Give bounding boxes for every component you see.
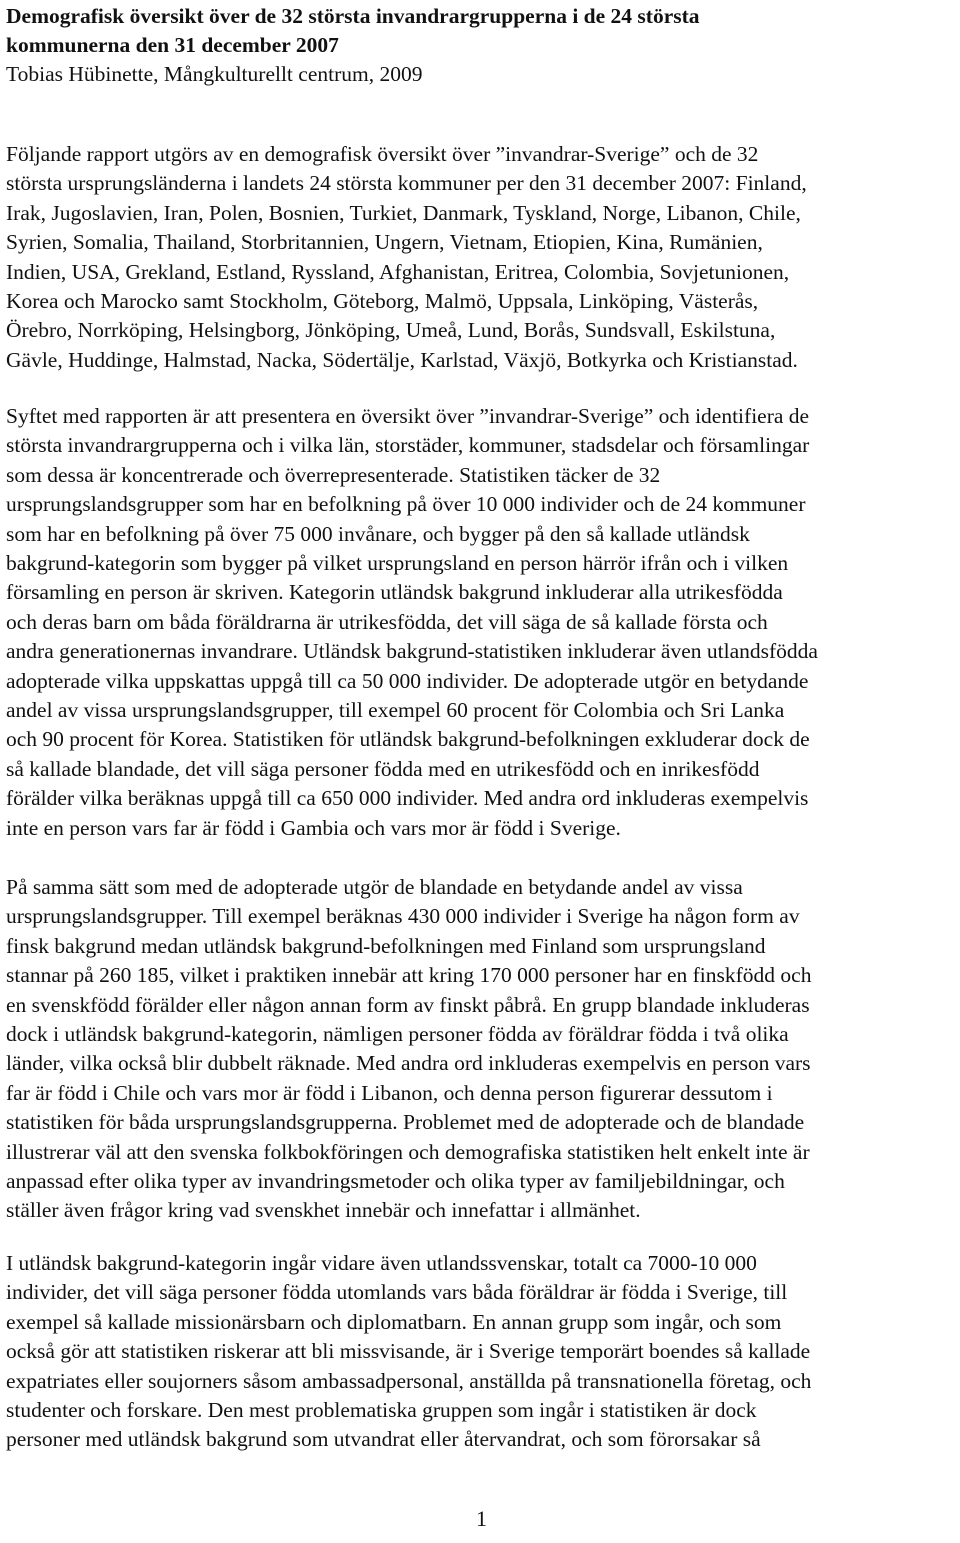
text-line: ursprungslandsgrupper. Till exempel beräknas 430 000 individer i Sverige ha någon form av <box>6 904 800 929</box>
text-line: Indien, USA, Grekland, Estland, Ryssland, Afghanistan, Eritrea, Colombia, Sovjetunionen, <box>6 259 790 284</box>
text-line: dock i utländsk bakgrund-kategorin, nämligen personer födda av föräldrar födda i två olika <box>6 1022 789 1047</box>
text-line: största ursprungsländerna i landets 24 största kommuner per den 31 december 2007: Finland, <box>6 171 807 196</box>
text-line: illustrerar väl att den svenska folkbokföringen och demografiska statistiken helt enkelt inte är <box>6 1139 810 1164</box>
text-line: och 90 procent för Korea. Statistiken för utländsk bakgrund-befolkningen exkluderar dock de <box>6 727 810 752</box>
paragraph-purpose <box>6 402 818 843</box>
text-line: ställer även frågor kring vad svenskhet innebär och innefattar i allmänhet. <box>6 1198 641 1223</box>
text-line: bakgrund-kategorin som bygger på vilket ursprungsland en person härrör ifrån och i vilken <box>6 551 789 576</box>
paragraph-swedes-abroad <box>6 1249 811 1455</box>
title-line: kommunerna den 31 december 2007 <box>6 33 339 57</box>
text-line: Örebro, Norrköping, Helsingborg, Jönköping, Umeå, Lund, Borås, Sundsvall, Eskilstuna, <box>6 318 776 343</box>
paragraph-introduction <box>6 140 807 375</box>
text-line: Korea och Marocko samt Stockholm, Göteborg, Malmö, Uppsala, Linköping, Västerås, <box>6 289 759 314</box>
text-line: I utländsk bakgrund-kategorin ingår vidare även utlandssvenskar, totalt ca 7000-10 000 <box>6 1251 757 1275</box>
text-line: finsk bakgrund medan utländsk bakgrund-befolkningen med Finland som ursprungsland <box>6 933 766 958</box>
text-line: far är född i Chile och vars mor är född i Libanon, och denna person figurerar dessutom i <box>6 1080 773 1105</box>
text-line: Gävle, Huddinge, Halmstad, Nacka, Södertälje, Karlstad, Växjö, Botkyrka och Kristianstad. <box>6 347 798 372</box>
text-line: inte en person vars far är född i Gambia och vars mor är född i Sverige. <box>6 815 621 840</box>
text-line: en svenskfödd förälder eller någon annan form av finskt påbrå. En grupp blandade inkluderas <box>6 992 810 1017</box>
text-line: På samma sätt som med de adopterade utgör de blandade en betydande andel av vissa <box>6 875 743 899</box>
paragraph-mixed-background <box>6 873 811 1226</box>
text-line: andel av vissa ursprungslandsgrupper, till exempel 60 procent för Colombia och Sri Lanka <box>6 698 785 723</box>
text-line: individer, det vill säga personer födda utomlands vars båda föräldrar är födda i Sverige, till <box>6 1280 788 1305</box>
text-line: så kallade blandade, det vill säga personer födda med en utrikesfödd och en inrikesfödd <box>6 756 760 781</box>
text-line: Syrien, Somalia, Thailand, Storbritannien, Ungern, Vietnam, Etiopien, Kina, Rumänien, <box>6 230 763 255</box>
text-line: statistiken för båda ursprungslandsgrupperna. Problemet med de adopterade och de blandade <box>6 1110 805 1135</box>
text-line: anpassad efter olika typer av invandringsmetoder och olika typer av familjebildningar, och <box>6 1169 785 1194</box>
text-line: förälder vilka beräknas uppgå till ca 650 000 individer. Med andra ord inkluderas exempelvis <box>6 786 809 811</box>
text-line: också gör att statistiken riskerar att bli missvisande, är i Sverige temporärt boendes så kallade <box>6 1339 811 1364</box>
text-line: personer med utländsk bakgrund som utvandrat eller återvandrat, och som förorsakar så <box>6 1427 761 1452</box>
text-line: stannar på 260 185, vilket i praktiken innebär att kring 170 000 personer har en finskfödd och <box>6 963 812 988</box>
text-line: församling en person är skriven. Kategorin utländsk bakgrund inkluderar alla utrikesfödda <box>6 580 783 605</box>
text-line: studenter och forskare. Den mest problematiska gruppen som ingår i statistiken är dock <box>6 1398 757 1423</box>
text-line: Följande rapport utgörs av en demografisk översikt över ”invandrar-Sverige” och de 32 <box>6 142 759 166</box>
title-line: Demografisk översikt över de 32 största invandrargrupperna i de 24 största <box>6 4 700 28</box>
text-line: ursprungslandsgrupper som har en befolkning på över 10 000 individer och de 24 kommuner <box>6 492 806 517</box>
document-title <box>6 2 700 60</box>
text-line: som har en befolkning på över 75 000 invånare, och bygger på den så kallade utländsk <box>6 521 750 546</box>
text-line: som dessa är koncentrerade och överrepresenterade. Statistiken täcker de 32 <box>6 462 661 487</box>
text-line: andra generationernas invandrare. Utländsk bakgrund-statistiken inkluderar även utlandsfödda <box>6 639 818 664</box>
text-line: Syftet med rapporten är att presentera en översikt över ”invandrar-Sverige” och identifiera de <box>6 404 810 428</box>
text-line: expatriates eller soujorners såsom ambassadpersonal, anställda på transnationella företag, och <box>6 1368 812 1393</box>
text-line: adopterade vilka uppskattas uppgå till ca 50 000 individer. De adopterade utgör en betydande <box>6 668 809 693</box>
page-number: 1 <box>476 1506 487 1531</box>
text-line: och deras barn om båda föräldrarna är utrikesfödda, det vill säga de så kallade första och <box>6 609 768 634</box>
text-line: exempel så kallade missionärsbarn och diplomatbarn. En annan grupp som ingår, och som <box>6 1309 782 1334</box>
author-byline: Tobias Hübinette, Mångkulturellt centrum, 2009 <box>6 62 423 86</box>
text-line: Irak, Jugoslavien, Iran, Polen, Bosnien, Turkiet, Danmark, Tyskland, Norge, Libanon, Chile, <box>6 200 801 225</box>
text-line: länder, vilka också blir dubbelt räknade. Med andra ord inkluderas exempelvis en person vars <box>6 1051 811 1076</box>
text-line: största invandrargrupperna och i vilka län, storstäder, kommuner, stadsdelar och församlingar <box>6 433 810 458</box>
